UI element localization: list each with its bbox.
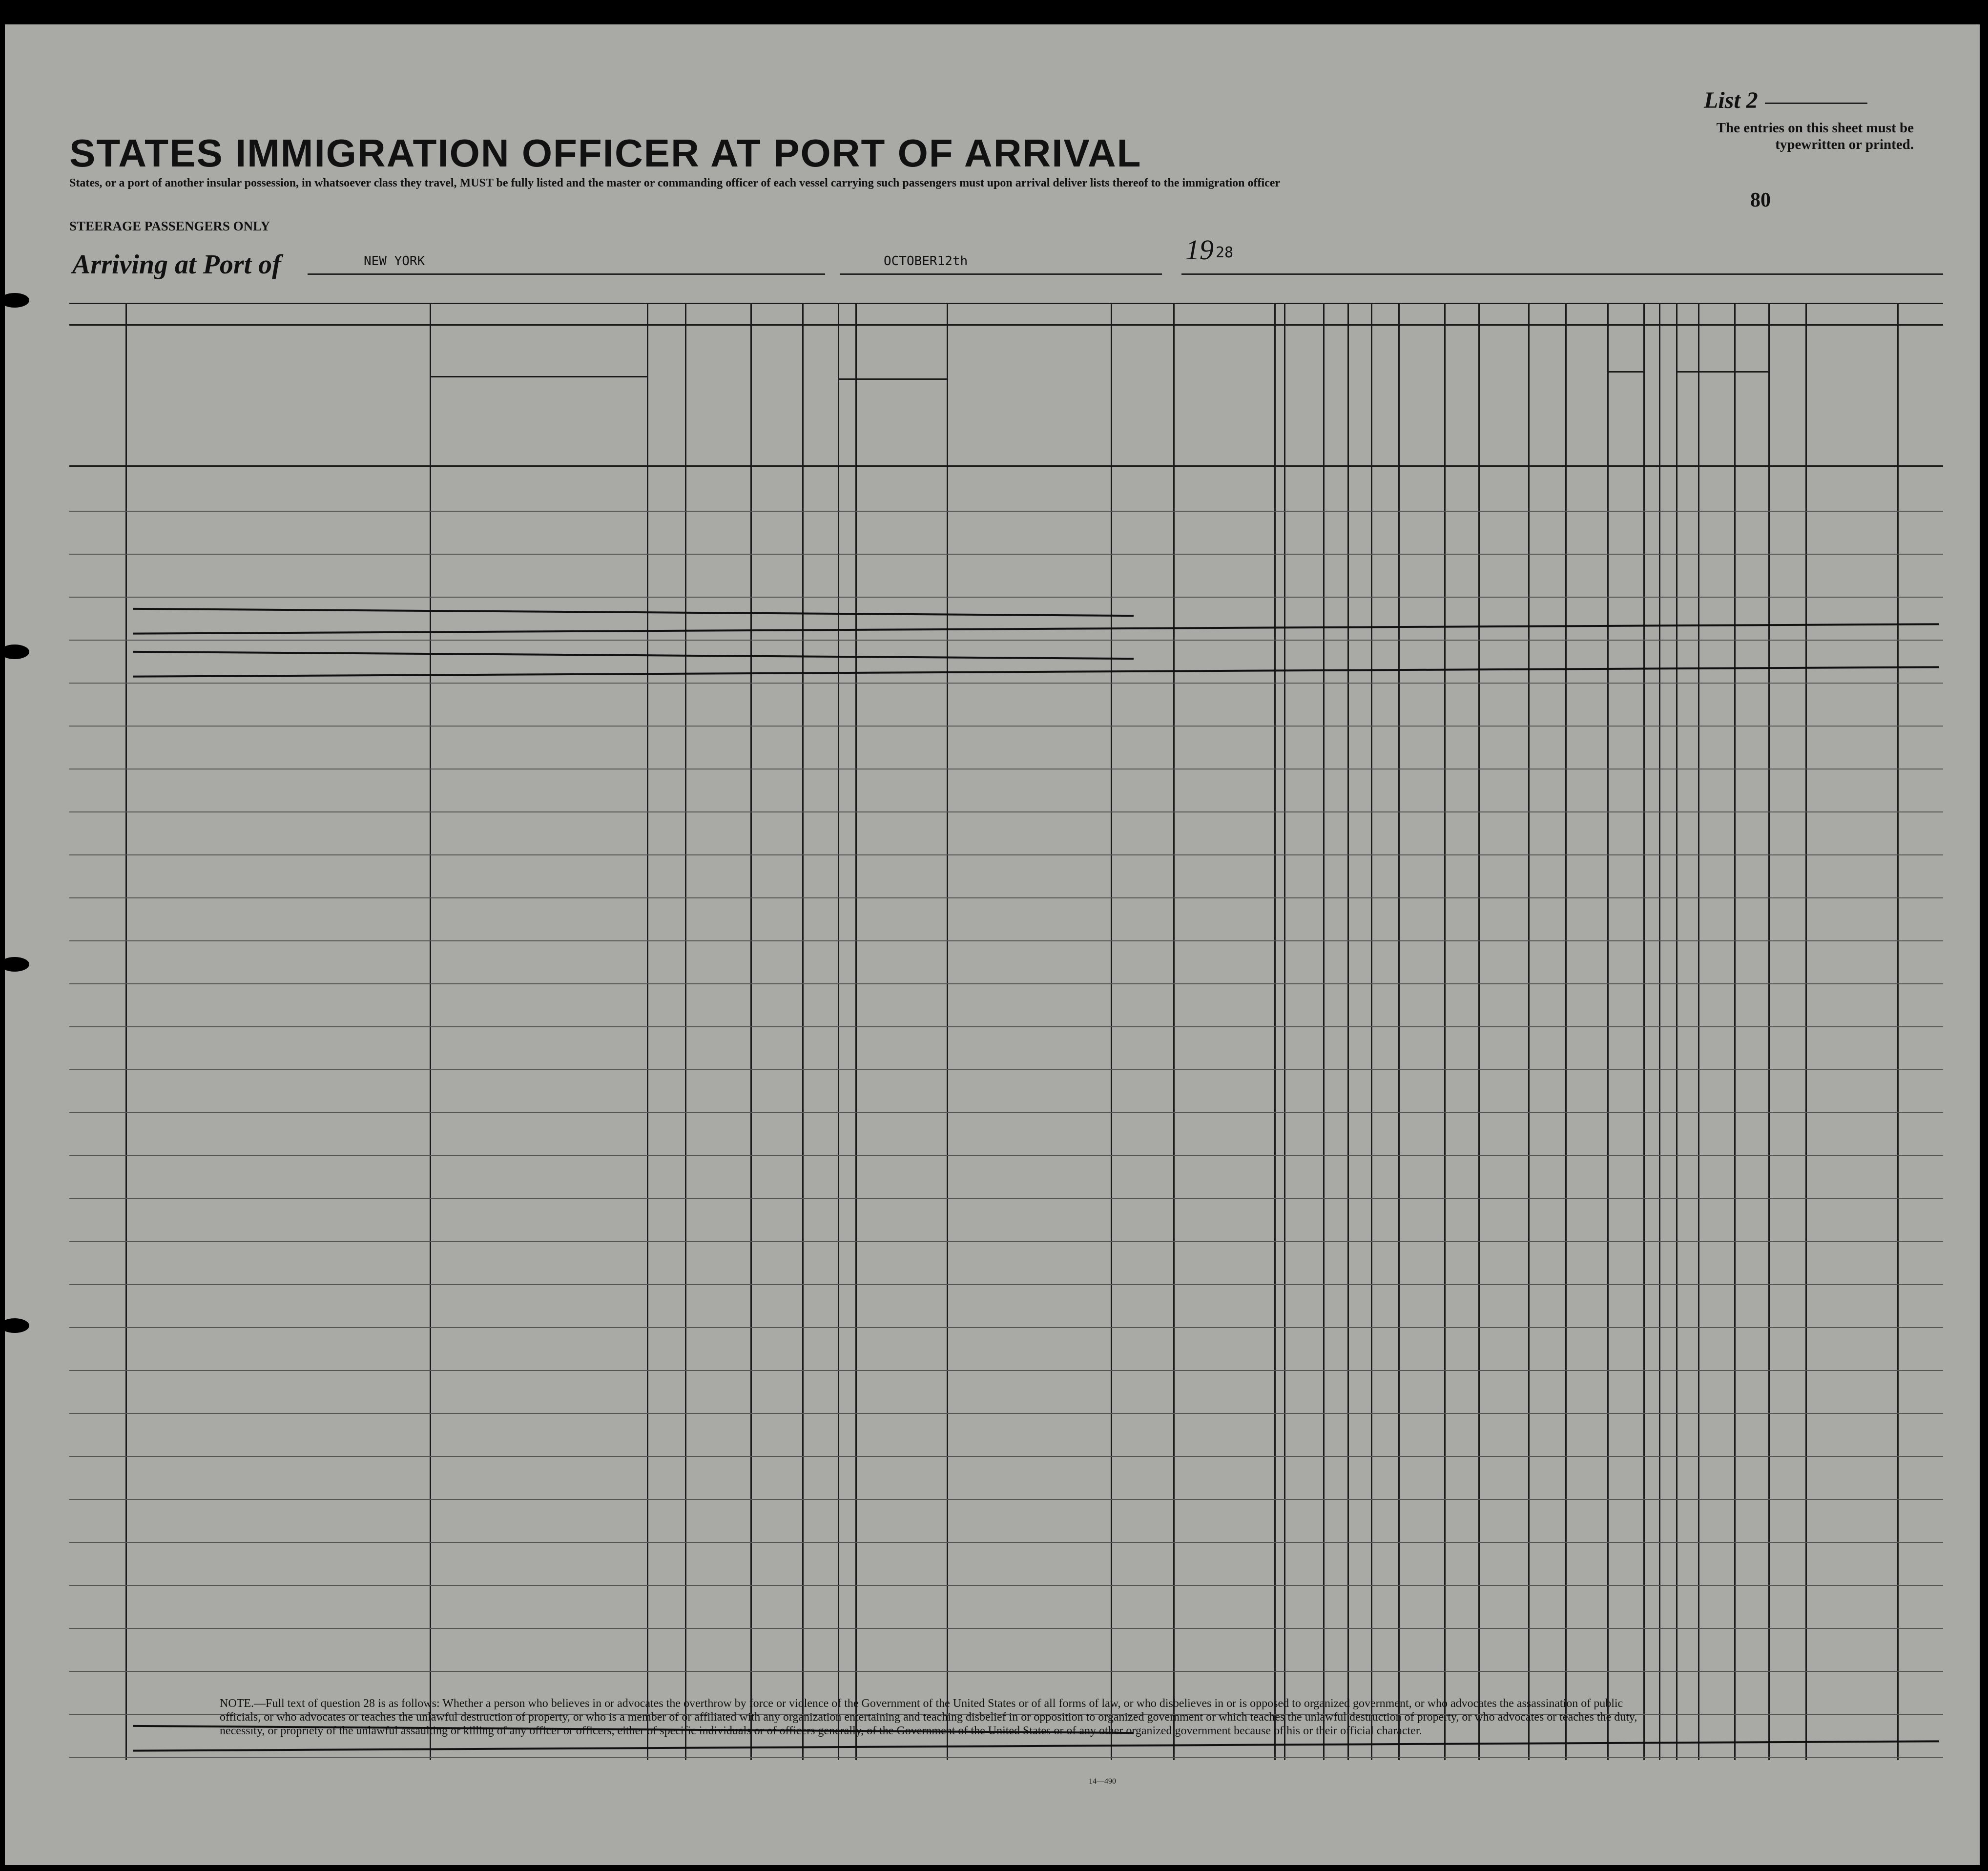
row-rule: [69, 1757, 1943, 1758]
row-rule: [69, 1155, 1943, 1156]
row-rule: [69, 983, 1943, 984]
date-value: OCTOBER12th: [884, 254, 968, 269]
port-underline: [308, 273, 825, 275]
row-rule: [69, 1112, 1943, 1113]
row-rule: [69, 1370, 1943, 1371]
row-rule: [69, 1671, 1943, 1672]
list-label: List 2: [1704, 87, 1758, 113]
final-destination-subrule: [430, 376, 647, 377]
row-rule: [69, 897, 1943, 898]
typewritten-instructions: The entries on this sheet must be typewritten or printed.: [1716, 120, 1914, 152]
year-suffix: 28: [1216, 244, 1234, 261]
row-rule: [69, 1069, 1943, 1070]
punch-hole: [0, 957, 29, 972]
arriving-label: Arriving at Port of: [72, 249, 281, 280]
row-rule: [69, 1542, 1943, 1543]
row-rule: [69, 1413, 1943, 1414]
page-title: STATES IMMIGRATION OFFICER AT PORT OF ARRIVAL: [69, 131, 1142, 175]
row-rule: [69, 511, 1943, 512]
row-rule: [69, 1628, 1943, 1629]
year-underline: [1181, 273, 1943, 275]
row-rule: [69, 1026, 1943, 1027]
header-bottom-rule: [69, 465, 1943, 467]
date-underline: [840, 273, 1162, 275]
form-number: 14—490: [1089, 1777, 1116, 1786]
column-number-rule: [69, 324, 1943, 326]
list-underline: [1765, 103, 1867, 104]
row-rule: [69, 1198, 1943, 1199]
table-top-rule: [69, 303, 1943, 304]
strike-through: [133, 666, 1939, 677]
row-rule: [69, 1499, 1943, 1500]
strike-through: [133, 608, 1134, 617]
footnote: NOTE.—Full text of question 28 is as follows: Whether a person who believes in or advocates the overthrow by force or violence of the Government of the United States or of all forms of law, or who disbelieves in or is opposed to organized government, or who advocates the assassination of public officials, or who advocates or teaches the unlawful destruction of property, or who is a member of or affiliated with any organization entertaining and teaching disbelief in or opposition to organized government or which teaches the unlawful destruction of property, or who advocates or teaches the duty, necessity, or propriety of the unlawful assaulting or killing of any officer or officers, either of specific individuals or of officers generally, of the Government of the United States or of any other organized government because of his or their official character.: [220, 1697, 1637, 1737]
row-rule: [69, 726, 1943, 727]
color-subrule: [1676, 371, 1768, 373]
row-rule: [69, 1327, 1943, 1328]
row-rule: [69, 1284, 1943, 1285]
strike-through: [133, 1740, 1939, 1751]
punch-hole: [0, 293, 29, 308]
row-rule: [69, 940, 1943, 941]
row-rule: [69, 1585, 1943, 1586]
year-prefix: 19: [1185, 234, 1214, 266]
punch-hole: [0, 644, 29, 659]
subtitle-steerage: STEERAGE PASSENGERS ONLY: [69, 219, 270, 233]
strike-through: [133, 623, 1939, 634]
page-number: 80: [1750, 189, 1771, 211]
row-rule: [69, 854, 1943, 855]
punch-hole: [0, 1318, 29, 1333]
row-rule: [69, 683, 1943, 684]
if-yes-subrule: [838, 378, 947, 380]
subtitle: States, or a port of another insular possession, in whatsoever class they travel, MUST be fully listed and the master or commanding officer of each vessel carrying such passengers must upon arrival deliver lists thereof to the immigration officer: [69, 177, 1281, 189]
row-rule: [69, 811, 1943, 812]
strike-through: [133, 651, 1134, 660]
row-rule: [69, 1456, 1943, 1457]
port-value: NEW YORK: [364, 254, 425, 269]
row-rule: [69, 554, 1943, 555]
height-subrule: [1607, 371, 1643, 373]
manifest-table: [69, 303, 1943, 1789]
row-rule: [69, 597, 1943, 598]
row-rule: [69, 640, 1943, 641]
row-rule: [69, 1241, 1943, 1242]
